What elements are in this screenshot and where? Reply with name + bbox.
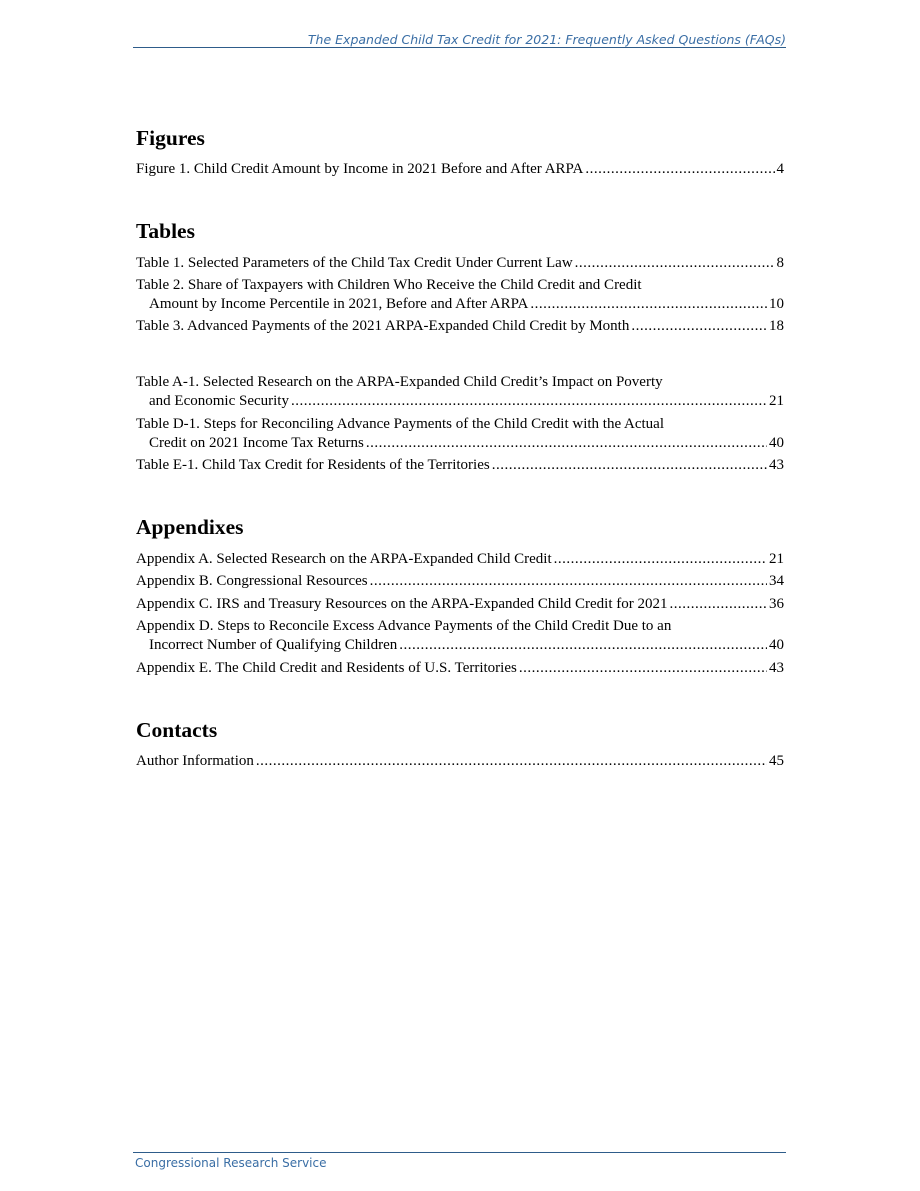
dot-leader xyxy=(366,434,767,453)
toc-entry-table-1[interactable] xyxy=(136,254,784,273)
toc-entry-table-2[interactable] xyxy=(136,276,784,314)
dot-leader xyxy=(670,595,768,614)
section-title-figures: Figures xyxy=(136,126,205,150)
toc-entry-table-a-1[interactable] xyxy=(136,373,784,411)
entry-text: Table 1. Selected Parameters of the Child Tax Credit Under Current Law xyxy=(136,255,573,271)
page-number: 45 xyxy=(769,753,784,769)
dot-leader xyxy=(530,295,767,314)
entry-text: Table 3. Advanced Payments of the 2021 ARPA-Expanded Child Credit by Month xyxy=(136,318,630,334)
toc-entry-table-3[interactable] xyxy=(136,317,784,336)
entry-text: Table D-1. Steps for Reconciling Advance Payments of the Child Credit with the Actual xyxy=(136,416,665,432)
page-number: 8 xyxy=(776,255,784,271)
page-number: 40 xyxy=(769,435,784,451)
toc-entry-author-information[interactable] xyxy=(136,752,784,771)
page-number: 4 xyxy=(776,161,784,177)
dot-leader xyxy=(631,317,767,336)
entry-text-continued: Credit on 2021 Income Tax Returns xyxy=(149,435,364,451)
page-number: 43 xyxy=(769,457,784,473)
page-number: 36 xyxy=(769,596,784,612)
entry-text-continued: and Economic Security xyxy=(149,393,289,409)
dot-leader xyxy=(370,572,767,591)
entry-text: Appendix E. The Child Credit and Residents of U.S. Territories xyxy=(136,660,517,676)
entry-text: Appendix B. Congressional Resources xyxy=(136,573,368,589)
dot-leader xyxy=(256,752,767,771)
entry-text: Table E-1. Child Tax Credit for Residents of the Territories xyxy=(136,457,490,473)
page-number: 18 xyxy=(769,318,784,334)
entry-text-continued: Amount by Income Percentile in 2021, Before and After ARPA xyxy=(149,296,529,312)
page-number: 40 xyxy=(769,637,784,653)
dot-leader xyxy=(399,636,767,655)
dot-leader xyxy=(585,160,774,179)
entry-text-continued: Incorrect Number of Qualifying Children xyxy=(149,637,398,653)
section-title-tables: Tables xyxy=(136,219,195,243)
page-number: 43 xyxy=(769,660,784,676)
toc-entry-figure-1[interactable] xyxy=(136,160,784,179)
toc-entry-appendix-b[interactable] xyxy=(136,572,784,591)
dot-leader xyxy=(575,254,775,273)
page-number: 21 xyxy=(769,551,784,567)
toc-entry-appendix-e[interactable] xyxy=(136,659,784,678)
entry-text: Table 2. Share of Taxpayers with Children Who Receive the Child Credit and Credit xyxy=(136,277,642,293)
toc-entry-appendix-d[interactable] xyxy=(136,617,784,655)
dot-leader xyxy=(291,392,767,411)
toc-entry-appendix-c[interactable] xyxy=(136,595,784,614)
page-number: 21 xyxy=(769,393,784,409)
toc-entry-table-d-1[interactable] xyxy=(136,415,784,453)
running-header xyxy=(133,33,786,48)
entry-text: Appendix C. IRS and Treasury Resources on the ARPA-Expanded Child Credit for 2021 xyxy=(136,596,668,612)
footer-publisher: Congressional Research Service xyxy=(135,1156,327,1170)
toc-entry-appendix-a[interactable] xyxy=(136,550,784,569)
dot-leader xyxy=(519,659,767,678)
section-title-appendixes: Appendixes xyxy=(136,515,244,539)
page-number: 34 xyxy=(769,573,784,589)
dot-leader xyxy=(492,456,767,475)
section-title-contacts: Contacts xyxy=(136,718,218,742)
running-footer xyxy=(133,1152,786,1170)
entry-text: Figure 1. Child Credit Amount by Income in 2021 Before and After ARPA xyxy=(136,161,584,177)
entry-text: Appendix A. Selected Research on the ARPA-Expanded Child Credit xyxy=(136,551,552,567)
toc-entry-table-e-1[interactable] xyxy=(136,456,784,475)
entry-text: Author Information xyxy=(136,753,254,769)
running-header-title: The Expanded Child Tax Credit for 2021: Frequently Asked Questions (FAQs) xyxy=(307,32,786,47)
dot-leader xyxy=(554,550,767,569)
entry-text: Table A-1. Selected Research on the ARPA-Expanded Child Credit’s Impact on Poverty xyxy=(136,374,663,390)
page-number: 10 xyxy=(769,296,784,312)
entry-text: Appendix D. Steps to Reconcile Excess Advance Payments of the Child Credit Due to an xyxy=(136,618,672,634)
